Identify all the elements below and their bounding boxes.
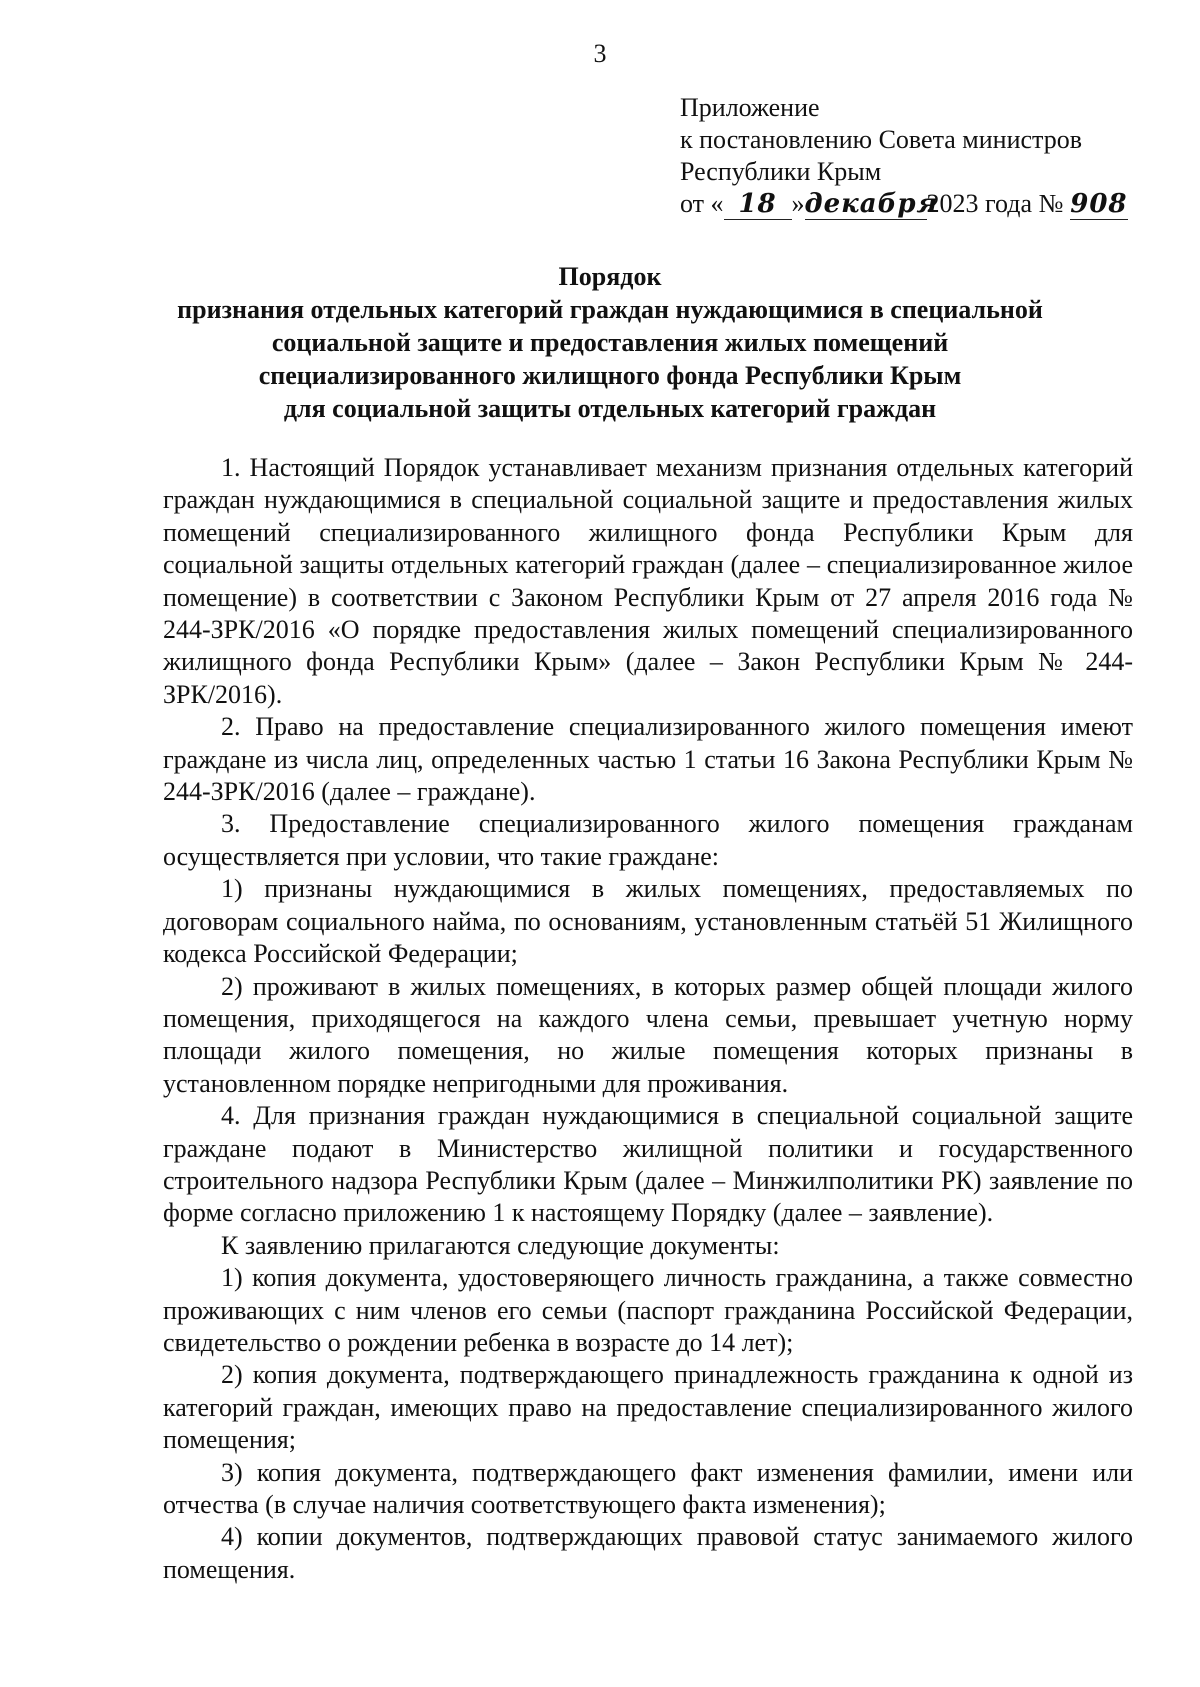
document-title (150, 260, 1070, 425)
title-line-3: социальной защите и предоставления жилых помещений (271, 328, 949, 357)
annex-date-line (680, 188, 1180, 220)
title-line-2: признания отдельных категорий граждан нуждающимися в специальной (177, 295, 1043, 324)
paragraph-4: 4. Для признания граждан нуждающимися в специальной социальной защите граждане подают в Министерство жилищной политики и государственного строительного надзора Республики Крым (далее – Минжилполитики РК) заявление по форме согласно приложению 1 к настоящему Порядку (далее – заявление). (163, 1101, 1133, 1228)
documents-item-3: 3) копия документа, подтверждающего факт изменения фамилии, имени или отчества (в случае наличия соответствующего факта изменения); (163, 1457, 1133, 1519)
annex-block (680, 92, 1180, 220)
handwritten-day: 18 (724, 189, 792, 220)
handwritten-doc-number: 908 (1070, 189, 1128, 219)
document-body (163, 452, 1133, 1586)
title-line-1: Порядок (558, 262, 662, 291)
annex-resolution: к постановлению Совета министров (680, 125, 1082, 154)
date-mid: » (791, 189, 805, 218)
paragraph-3: 3. Предоставление специализированного жилого помещения гражданам осуществляется при условии, что такие граждане: (163, 809, 1133, 871)
title-line-4: специализированного жилищного фонда Республики Крым (258, 361, 962, 390)
annex-republic: Республики Крым (680, 157, 882, 186)
documents-intro: К заявлению прилагаются следующие документы: (221, 1230, 780, 1260)
annex-title: Приложение (680, 93, 820, 122)
paragraph-3-item-1: 1) признаны нуждающимися в жилых помещениях, предоставляемых по договорам социального найма, по основаниям, установленным статьёй 51 Жилищного кодекса Российской Федерации; (163, 874, 1133, 969)
documents-item-1: 1) копия документа, удостоверяющего личность гражданина, а также совместно проживающих с ним членов его семьи (паспорт гражданина Российской Федерации, свидетельство о рождении ребенка в возрасте до 14 лет); (163, 1263, 1133, 1357)
documents-item-4: 4) копии документов, подтверждающих правовой статус занимаемого жилого помещения. (163, 1522, 1133, 1584)
page-number: 3 (593, 39, 607, 68)
paragraph-2: 2. Право на предоставление специализированного жилого помещения имеют граждане из числа лиц, определенных частью 1 статьи 16 Закона Республики Крым № 244-ЗРК/2016 (далее – граждане). (163, 712, 1133, 807)
paragraph-3-item-2: 2) проживают в жилых помещениях, в которых размер общей площади жилого помещения, приходящегося на каждого члена семьи, превышает учетную норму площади жилого помещения, но жилые помещения которых признаны в установленном порядке непригодными для проживания. (163, 971, 1133, 1098)
documents-item-2: 2) копия документа, подтверждающего принадлежность гражданина к одной из категорий граждан, имеющих право на предоставление специализированного жилого помещения; (163, 1360, 1133, 1455)
date-year: 2023 года № (926, 189, 1064, 218)
handwritten-month: декабря (804, 189, 939, 219)
paragraph-1: 1. Настоящий Порядок устанавливает механизм признания отдельных категорий граждан нуждающимися в специальной социальной защите и предоставления жилых помещений специализированного жилищного фонда Республики Крым для социальной защиты отдельных категорий граждан (далее – специализированное жилое помещение) в соответствии с Законом Республики Крым от 27 апреля 2016 года № 244-ЗРК/2016 «О порядке предоставления жилых помещений специализированного жилищного фонда Республики Крым» (далее – Закон Республики Крым № 244-ЗРК/2016). (163, 453, 1133, 709)
title-line-5: для социальной защиты отдельных категорий граждан (283, 394, 937, 423)
date-prefix: от « (680, 189, 724, 218)
